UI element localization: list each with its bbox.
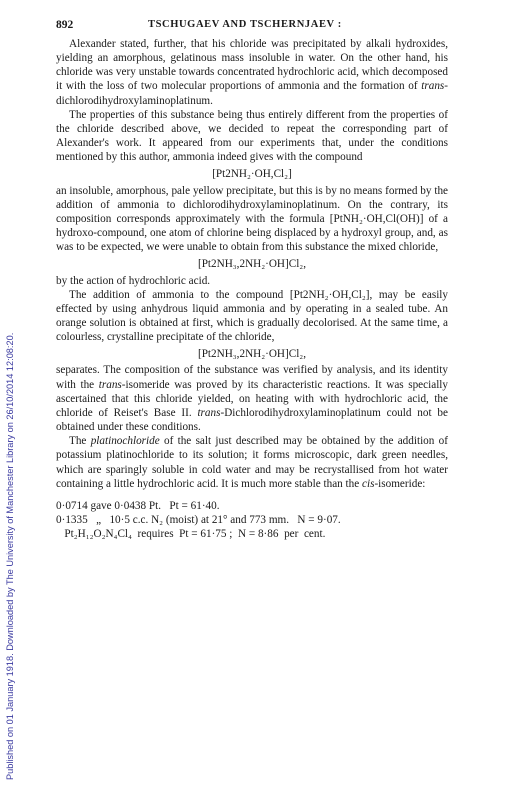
analysis-result: Pt₂H₁₂O₂N₄Cl₄ requires Pt = 61·75 ; N = 8·86 per cent. [56, 528, 326, 541]
paragraph: The platinochloride of the salt just described may be obtained by the addition of potassium platinochloride to its solution; it forms microscopic, dark green needles, which are sparingly soluble in cold water and may be recrystallised from hot water containing a little hydrochloric acid. It is much more stable than the cis-isomeride: [56, 435, 448, 490]
analysis-result: 0·1335 „ 10·5 c.c. N₂ (moist) at 21° and 773 mm. N = 9·07. [56, 514, 341, 526]
paragraph: an insoluble, amorphous, pale yellow precipitate, but this is by no means formed by the addition of ammonia to dichlorodihydroxylaminoplatinum. On the contrary, its composition corresponds approximately with the formula [PtNH₂·OH,Cl(OH)] of a hydroxo-compound, one atom of chlorine being displaced by a hydroxyl group, and, as was to be expected, we were unable to obtain from this substance the mixed chloride, [56, 184, 448, 254]
page-number: 892 [56, 19, 74, 31]
paragraph: The addition of ammonia to the compound [Pt2NH₂·OH,Cl₂], may be easily effected by using anhydrous liquid ammonia and by operating in a sealed tube. An orange solution is obtained at first, which is gradually decolorised. At the same time, a colourless, crystalline precipitate of the chloride, [56, 288, 448, 344]
page-header [56, 19, 448, 37]
paragraph: Alexander stated, further, that his chloride was precipitated by alkali hydroxides, yielding an amorphous, gelatinous mass insoluble in water. On the other hand, his chloride was very unstable towards concentrated hydrochloric acid, which decomposed it with the loss of two molecular proportions of ammonia and the formation of trans-dichlorodihydroxylaminoplatinum. [56, 38, 449, 107]
paragraph: separates. The composition of the substance was verified by analysis, and its identity with the trans-isomeride was proved by its characteristic reactions. It was specially ascertained that this chloride yielded, on heating with with hydrochloric acid, the chloride of Reiset's Base II. trans-Dichlorodihydroxylaminoplatinum could not be obtained under these conditions. [56, 364, 448, 434]
journal-page [56, 19, 448, 541]
paragraph: The properties of this substance being thus entirely different from the properties of the chloride described above, we decided to repeat the corresponding part of Alexander's work. It appeared from our experiments that, under the conditions mentioned by this author, ammonia indeed gives with the compound [56, 108, 448, 164]
running-title: TSCHUGAEV AND TSCHERNJAEV : [148, 19, 342, 30]
formula: [Pt2NH₃,2NH₂·OH]Cl₂, [197, 258, 307, 271]
formula: [Pt2NH₂·OH,Cl₂] [212, 168, 292, 181]
article-body [56, 37, 448, 541]
analysis-result: 0·0714 gave 0·0438 Pt. Pt = 61·40. [56, 499, 220, 512]
formula: [Pt2NH₃,2NH₂·OH]Cl₂, [197, 348, 307, 361]
download-watermark: Published on 01 January 1918. Downloaded by The University of Manchester Library on 26/10/2014 12:08:20. [5, 332, 15, 780]
paragraph: by the action of hydrochloric acid. [56, 274, 211, 287]
